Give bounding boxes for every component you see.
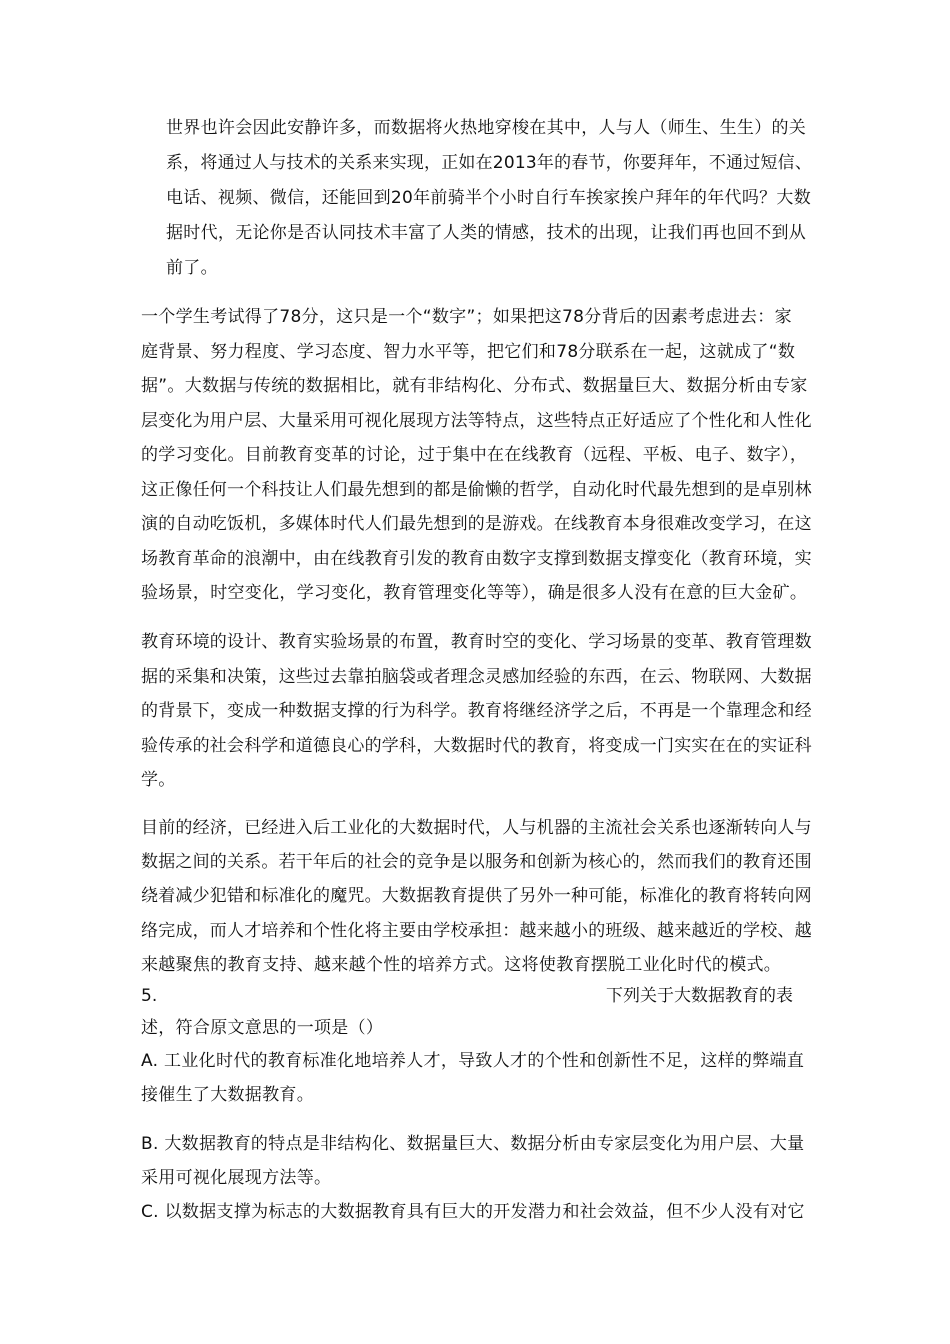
paragraph-line: 据”。大数据与传统的数据相比，就有非结构化、分布式、数据量巨大、数据分析由专家 (141, 376, 808, 396)
paragraph-line: 教育环境的设计、教育实验场景的布置，教育时空的变化、学习场景的变革、教育管理数 (141, 632, 812, 652)
quote-line: 据时代，无论你是否认同技术丰富了人类的情感，技术的出现，让我们再也回不到从 (166, 223, 807, 243)
paragraph-line: 验传承的社会科学和道德良心的学科，大数据时代的教育，将变成一门实实在在的实证科 (141, 736, 812, 756)
quote-line: 电话、视频、微信，还能回到20年前骑半个小时自行车挨家挨户拜年的年代吗？大数 (166, 188, 812, 208)
paragraph-line: 据的采集和决策，这些过去靠拍脑袋或者理念灵感加经验的东西，在云、物联网、大数据 (141, 667, 812, 687)
quote-line: 系，将通过人与技术的关系来实现，正如在2013年的春节，你要拜年，不通过短信、 (166, 153, 813, 173)
option-line: A. 工业化时代的教育标准化地培养人才，导致人才的个性和创新性不足，这样的弊端直 (141, 1051, 805, 1071)
paragraph-line: 这正像任何一个科技让人们最先想到的都是偷懒的哲学，自动化时代最先想到的是卓别林 (141, 480, 812, 500)
paragraph-line: 一个学生考试得了78分，这只是一个“数字”；如果把这78分背后的因素考虑进去：家 (141, 307, 792, 327)
paragraph-line: 场教育革命的浪潮中，由在线教育引发的教育由数字支撑到数据支撑变化（教育环境，实 (141, 549, 812, 569)
paragraph-line: 绕着减少犯错和标准化的魔咒。大数据教育提供了另外一种可能，标准化的教育将转向网 (141, 886, 812, 906)
question-stem: 下列关于大数据教育的表 (606, 986, 793, 1006)
paragraph-line: 学。 (141, 770, 176, 790)
paragraph-line: 演的自动吃饭机，多媒体时代人们最先想到的是游戏。在线教育本身很难改变学习，在这 (141, 514, 812, 534)
paragraph-line: 的背景下，变成一种数据支撑的行为科学。教育将继经济学之后，不再是一个靠理念和经 (141, 701, 812, 721)
option-line: B. 大数据教育的特点是非结构化、数据量巨大、数据分析由专家层变化为用户层、大量 (141, 1134, 805, 1154)
quote-line: 前了。 (166, 258, 218, 278)
option-line: 接催生了大数据教育。 (141, 1085, 314, 1105)
paragraph-line: 的学习变化。目前教育变革的讨论，过于集中在在线教育（远程、平板、电子、数字）， (141, 445, 808, 465)
paragraph-line: 数据之间的关系。若干年后的社会的竞争是以服务和创新为核心的，然而我们的教育还围 (141, 852, 812, 872)
paragraph-line: 络完成，而人才培养和个性化将主要由学校承担：越来越小的班级、越来越近的学校、越 (141, 921, 812, 941)
option-line: 采用可视化展现方法等。 (141, 1168, 332, 1188)
option-line: C. 以数据支撑为标志的大数据教育具有巨大的开发潜力和社会效益，但不少人没有对它 (141, 1202, 805, 1222)
quote-line: 世界也许会因此安静许多，而数据将火热地穿梭在其中，人与人（师生、生生）的关 (166, 118, 807, 138)
paragraph-line: 层变化为用户层、大量采用可视化展现方法等特点，这些特点正好适应了个性化和人性化 (141, 411, 812, 431)
paragraph-line: 验场景，时空变化，学习变化，教育管理变化等等），确是很多人没有在意的巨大金矿。 (141, 583, 808, 603)
paragraph-line: 庭背景、努力程度、学习态度、智力水平等，把它们和78分联系在一起，这就成了“数 (141, 342, 796, 362)
question-number: 5. (141, 986, 158, 1006)
paragraph-line: 来越聚焦的教育支持、越来越个性的培养方式。这将使教育摆脱工业化时代的模式。 (141, 955, 782, 975)
paragraph-line: 目前的经济，已经进入后工业化的大数据时代，人与机器的主流社会关系也逐渐转向人与 (141, 818, 812, 838)
question-stem: 述，符合原文意思的一项是（） (141, 1018, 384, 1038)
